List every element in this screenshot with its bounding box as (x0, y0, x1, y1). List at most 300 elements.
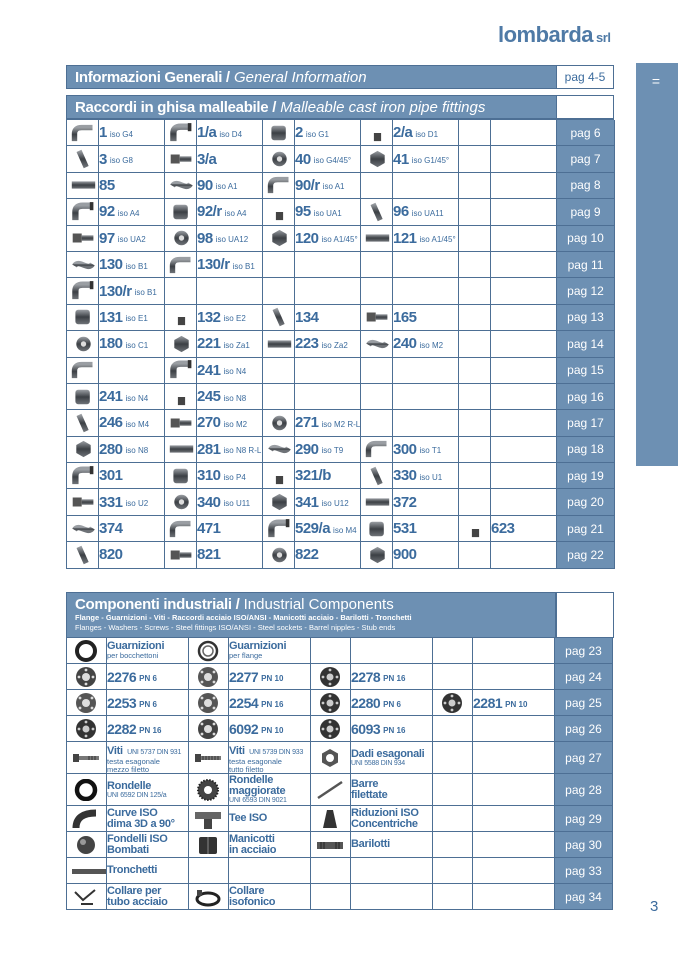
fitting-item[interactable] (197, 226, 263, 252)
fitting-iso: iso T9 (321, 446, 344, 456)
fitting-item[interactable] (491, 516, 557, 542)
side-tab-label: INDICE (648, 470, 663, 518)
offset-bend-icon (364, 334, 391, 354)
empty-cell (459, 331, 491, 357)
cap-fitting-icon (266, 545, 293, 565)
empty-cell (491, 173, 557, 199)
fitting-item[interactable] (197, 463, 263, 489)
empty-cell (361, 358, 393, 384)
label: Dadi esagonali (351, 747, 425, 760)
empty-cell (433, 884, 473, 910)
elbow-fitting-icon (168, 255, 195, 275)
sublabel: testa esagonale (107, 757, 160, 766)
fitting-item[interactable] (295, 173, 361, 199)
empty-cell (311, 858, 351, 884)
bend-fitting-icon (70, 413, 97, 433)
flange-icon (189, 664, 229, 690)
fitting-item[interactable] (393, 516, 459, 542)
fitting-item[interactable] (197, 305, 263, 331)
union-fitting-icon (165, 542, 197, 568)
elbow-fitting-icon (70, 202, 97, 222)
components-header (66, 592, 556, 638)
socket-fitting-icon (165, 199, 197, 225)
page-link[interactable]: pag 12 (557, 278, 615, 304)
fitting-item[interactable] (393, 331, 459, 357)
page-link[interactable]: pag 10 (557, 226, 615, 252)
component-screws-full-thread[interactable] (229, 742, 311, 774)
component-steel-sockets[interactable] (229, 832, 311, 858)
label-line2: Concentriche (351, 817, 418, 830)
component-iso-reducers[interactable] (351, 806, 433, 832)
page-link[interactable]: pag 17 (557, 410, 615, 436)
cap-fitting-icon (263, 410, 295, 436)
elbow-fitting-icon (168, 123, 195, 143)
fitting-item[interactable] (393, 463, 459, 489)
bend-fitting-icon (364, 466, 391, 486)
fitting-code: 821 (197, 546, 221, 564)
component-threaded-bars[interactable] (351, 774, 433, 806)
empty-cell (459, 358, 491, 384)
fitting-code: 471 (197, 520, 221, 538)
isophonic-clamp-icon (189, 884, 229, 910)
fitting-iso: iso Za2 (321, 340, 348, 350)
empty-cell (351, 638, 433, 664)
empty-cell (491, 278, 557, 304)
nipple-fitting-icon (266, 334, 293, 354)
components-subtitle-en: Flanges - Washers - Screws - Steel fittings ISO/ANSI - Steel sockets - Barrel nipples - Stub ends (75, 623, 396, 632)
component-isophonic-clamp[interactable] (229, 884, 311, 910)
empty-cell (473, 774, 555, 806)
fitting-item[interactable] (99, 331, 165, 357)
reducer-icon (311, 806, 351, 832)
page-link[interactable]: pag 33 (555, 858, 613, 884)
general-page-link[interactable]: pag 4-5 (556, 65, 614, 89)
fitting-item[interactable] (393, 226, 459, 252)
fitting-item[interactable] (99, 120, 165, 146)
page-link[interactable]: pag 26 (555, 716, 613, 742)
component-2280[interactable] (351, 690, 433, 716)
fitting-item[interactable] (99, 252, 165, 278)
sublabel: per bocchettoni (107, 651, 159, 661)
fitting-item[interactable] (99, 278, 165, 304)
label: Rondelle (107, 779, 152, 792)
empty-cell (361, 384, 393, 410)
label: Collare (229, 884, 265, 897)
fitting-item[interactable] (393, 305, 459, 331)
fitting-item[interactable] (197, 410, 263, 436)
fitting-code: 245 (197, 388, 221, 406)
nipple-fitting-icon (70, 175, 97, 195)
component-hex-nuts[interactable] (351, 742, 433, 774)
empty-cell (491, 489, 557, 515)
pressure: PN 16 (383, 673, 406, 683)
empty-cell (295, 278, 361, 304)
fitting-iso: iso Za1 (223, 340, 250, 350)
malleable-header-blank (556, 95, 614, 119)
bolt-icon (67, 742, 107, 774)
empty-cell (473, 638, 555, 664)
component-2277[interactable] (229, 664, 311, 690)
socket-fitting-icon (361, 516, 393, 542)
tee-iso-icon (189, 806, 229, 832)
general-title-en: General Information (233, 69, 367, 86)
fitting-item[interactable] (295, 146, 361, 172)
union-fitting-icon (67, 226, 99, 252)
fitting-item[interactable] (197, 331, 263, 357)
empty-cell (459, 384, 491, 410)
fitting-item[interactable] (99, 410, 165, 436)
fitting-code: 246 (99, 414, 123, 432)
page-link[interactable]: pag 23 (555, 638, 613, 664)
component-large-washers[interactable] (229, 774, 311, 806)
fitting-code: 90 (197, 176, 213, 194)
fitting-item[interactable] (99, 516, 165, 542)
fitting-code: 529/a (295, 520, 331, 538)
code: 2276 (107, 668, 137, 685)
cap-fitting-icon (266, 413, 293, 433)
page-number: 3 (650, 898, 659, 915)
tee-fitting-icon (168, 307, 195, 327)
flange-icon (311, 664, 351, 690)
fitting-item[interactable] (295, 120, 361, 146)
component-washers[interactable] (107, 774, 189, 806)
fitting-iso: iso U11 (223, 499, 251, 509)
elbow-fitting-icon (67, 463, 99, 489)
fitting-item[interactable] (99, 384, 165, 410)
fitting-item[interactable] (197, 489, 263, 515)
fitting-code: 130/r (99, 282, 132, 300)
offset-bend-icon (70, 519, 97, 539)
fitting-iso: iso M4 (125, 419, 150, 429)
fitting-iso: iso T1 (419, 446, 442, 456)
page-link[interactable]: pag 14 (557, 331, 615, 357)
fitting-item[interactable] (99, 305, 165, 331)
component-2253[interactable] (107, 690, 189, 716)
hex-plug-icon (364, 149, 391, 169)
elbow-fitting-icon (67, 358, 99, 384)
nipple-fitting-icon (168, 439, 195, 459)
empty-cell (189, 858, 229, 884)
brand-suffix: srl (596, 30, 611, 45)
page-link[interactable]: pag 11 (557, 252, 615, 278)
fitting-code: 132 (197, 308, 221, 326)
page-link[interactable]: pag 7 (557, 146, 615, 172)
fitting-code: 900 (393, 546, 417, 564)
pressure: PN 10 (261, 725, 284, 735)
fitting-item[interactable] (99, 463, 165, 489)
fitting-item[interactable] (295, 331, 361, 357)
pressure: PN 16 (261, 699, 284, 709)
fitting-iso: iso B1 (232, 261, 255, 271)
elbow-fitting-icon (165, 120, 197, 146)
fitting-item[interactable] (197, 542, 263, 568)
fitting-item[interactable] (295, 410, 361, 436)
fitting-item[interactable] (295, 437, 361, 463)
empty-cell (473, 664, 555, 690)
empty-cell (351, 884, 433, 910)
page-link[interactable]: pag 19 (557, 463, 615, 489)
page-link[interactable]: pag 22 (557, 542, 615, 568)
fitting-code: 41 (393, 150, 409, 168)
empty-cell (491, 358, 557, 384)
fitting-item[interactable] (99, 489, 165, 515)
fitting-code: 3/a (197, 150, 217, 168)
fitting-code: 374 (99, 520, 123, 538)
malleable-title-en: Malleable cast iron pipe fittings (280, 99, 486, 116)
bend-fitting-icon (364, 202, 391, 222)
fitting-item[interactable] (99, 437, 165, 463)
component-6092[interactable] (229, 716, 311, 742)
elbow-fitting-icon (361, 437, 393, 463)
component-2282[interactable] (107, 716, 189, 742)
fitting-code: 340 (197, 493, 221, 511)
fitting-code: 96 (393, 203, 409, 221)
page-link[interactable]: pag 28 (555, 774, 613, 806)
empty-cell (433, 716, 473, 742)
hex-plug-icon (364, 545, 391, 565)
components-subtitle-it: Flange - Guarnizioni - Viti - Raccordi acciaio ISO/ANSI - Manicotti acciaio - Barilotti - Tronchetti (75, 613, 412, 622)
union-fitting-icon (67, 489, 99, 515)
fitting-item[interactable] (393, 489, 459, 515)
hex-plug-icon (266, 492, 293, 512)
brand-name: lombarda (498, 22, 594, 47)
flange-icon (67, 664, 107, 690)
page-link[interactable]: pag 15 (557, 358, 615, 384)
empty-cell (459, 252, 491, 278)
fitting-item[interactable] (393, 437, 459, 463)
fitting-code: 1/a (197, 124, 217, 142)
fitting-item[interactable] (295, 226, 361, 252)
fitting-code: 372 (393, 493, 417, 511)
component-screws-half-thread[interactable] (107, 742, 189, 774)
fitting-item[interactable] (295, 516, 361, 542)
tee-fitting-icon (165, 384, 197, 410)
fitting-iso: iso M2 (223, 419, 248, 429)
fitting-iso: iso D1 (415, 129, 439, 139)
fitting-code: 290 (295, 440, 319, 458)
offset-bend-icon (168, 175, 195, 195)
fitting-code: 321/b (295, 467, 331, 485)
washer-icon (67, 774, 107, 806)
fitting-item[interactable] (197, 146, 263, 172)
component-iso-tee[interactable] (229, 806, 311, 832)
elbow-fitting-icon (165, 252, 197, 278)
fitting-item[interactable] (393, 199, 459, 225)
fitting-iso: iso B1 (134, 288, 157, 298)
code: 6092 (229, 720, 259, 737)
page-link[interactable]: pag 25 (555, 690, 613, 716)
nipple-fitting-icon (165, 437, 197, 463)
empty-cell (491, 331, 557, 357)
fitting-item[interactable] (99, 542, 165, 568)
nipple-fitting-icon (364, 492, 391, 512)
component-gasket-union[interactable] (107, 638, 189, 664)
union-fitting-icon (70, 228, 97, 248)
elbow-fitting-icon (266, 519, 293, 539)
component-pipe-clamp[interactable] (107, 884, 189, 910)
pressure: PN 6 (139, 699, 157, 709)
cap-fitting-icon (168, 228, 195, 248)
component-iso-caps[interactable] (107, 832, 189, 858)
pressure: PN 10 (505, 699, 528, 709)
empty-cell (459, 463, 491, 489)
page-link[interactable]: pag 29 (555, 806, 613, 832)
fitting-code: 240 (393, 335, 417, 353)
component-2276[interactable] (107, 664, 189, 690)
standard: UNI 5739 DIN 933 (249, 749, 304, 756)
elbow-fitting-icon (168, 519, 195, 539)
empty-cell (165, 278, 197, 304)
fitting-item[interactable] (295, 489, 361, 515)
empty-cell (393, 173, 459, 199)
empty-cell (459, 146, 491, 172)
pressure: PN 16 (383, 725, 406, 735)
sublabel: testa esagonale (229, 757, 282, 766)
fitting-code: 820 (99, 546, 123, 564)
fitting-item[interactable] (99, 358, 165, 384)
flange-icon (67, 716, 107, 742)
hex-plug-icon (361, 542, 393, 568)
menu-icon[interactable]: = (651, 73, 661, 89)
bend-fitting-icon (70, 149, 97, 169)
fitting-item[interactable] (197, 252, 263, 278)
malleable-fittings-table (66, 119, 614, 569)
page-link[interactable]: pag 20 (557, 489, 615, 515)
fitting-item[interactable] (197, 516, 263, 542)
fitting-iso: iso A4 (224, 208, 247, 218)
socket-fitting-icon (70, 307, 97, 327)
page-link[interactable]: pag 30 (555, 832, 613, 858)
standard: UNI 6593 DIN 9021 (229, 797, 287, 804)
empty-cell (491, 199, 557, 225)
empty-cell (459, 410, 491, 436)
elbow-iso-icon (67, 806, 107, 832)
page-link[interactable]: pag 24 (555, 664, 613, 690)
standard: UNI 6592 DIN 125/a (107, 791, 167, 799)
empty-cell (263, 384, 295, 410)
label: Manicotti (229, 832, 275, 845)
page-link[interactable]: pag 21 (557, 516, 615, 542)
fitting-item[interactable] (197, 384, 263, 410)
malleable-header (66, 95, 557, 119)
fitting-item[interactable] (197, 120, 263, 146)
component-2278[interactable] (351, 664, 433, 690)
component-2254[interactable] (229, 690, 311, 716)
fitting-iso: iso A1 (215, 182, 238, 192)
component-6093[interactable] (351, 716, 433, 742)
component-stub-ends[interactable] (107, 858, 189, 884)
bend-fitting-icon (263, 305, 295, 331)
fitting-code: 221 (197, 335, 221, 353)
page-link[interactable]: pag 18 (557, 437, 615, 463)
fitting-iso: iso M4 (333, 525, 357, 535)
label-line2: dima 3D a 90° (107, 817, 175, 830)
fitting-code: 531 (393, 520, 417, 538)
tee-fitting-icon (263, 199, 295, 225)
empty-cell (459, 173, 491, 199)
page-link[interactable]: pag 6 (557, 120, 615, 146)
bend-fitting-icon (266, 307, 293, 327)
label: Viti (107, 745, 123, 757)
fitting-item[interactable] (295, 463, 361, 489)
gasket-flange-icon (189, 638, 229, 664)
fitting-code: 2 (295, 124, 303, 142)
fitting-iso: iso C1 (125, 340, 149, 350)
empty-cell (263, 252, 295, 278)
fitting-iso: iso U2 (125, 499, 149, 509)
page-link[interactable]: pag 16 (557, 384, 615, 410)
tee-fitting-icon (364, 123, 391, 143)
general-info-header[interactable] (66, 65, 557, 89)
empty-cell (263, 358, 295, 384)
nipple-fitting-icon (364, 228, 391, 248)
cap-fitting-icon (168, 492, 195, 512)
page-link[interactable]: pag 13 (557, 305, 615, 331)
label: Riduzioni ISO (351, 806, 419, 819)
fitting-item[interactable] (295, 542, 361, 568)
union-fitting-icon (364, 307, 391, 327)
tee-fitting-icon (266, 466, 293, 486)
component-2281[interactable] (473, 690, 555, 716)
fitting-code: 97 (99, 229, 115, 247)
fitting-code: 90/r (295, 176, 320, 194)
hex-nut-icon (311, 742, 351, 774)
empty-cell (459, 226, 491, 252)
component-gasket-flange[interactable] (229, 638, 311, 664)
tee-fitting-icon (361, 120, 393, 146)
fitting-item[interactable] (197, 199, 263, 225)
socket-fitting-icon (67, 305, 99, 331)
empty-cell (473, 858, 555, 884)
fitting-iso: iso A1/45° (419, 235, 456, 245)
code: 2281 (473, 694, 503, 711)
fitting-code: 822 (295, 546, 319, 564)
fitting-item[interactable] (99, 226, 165, 252)
fitting-code: 241 (99, 388, 123, 406)
page-link[interactable]: pag 27 (555, 742, 613, 774)
union-fitting-icon (168, 545, 195, 565)
fitting-item[interactable] (295, 305, 361, 331)
fitting-item[interactable] (197, 358, 263, 384)
component-iso-elbows[interactable] (107, 806, 189, 832)
fitting-item[interactable] (197, 437, 263, 463)
fitting-item[interactable] (197, 173, 263, 199)
fitting-item[interactable] (393, 542, 459, 568)
union-fitting-icon (70, 492, 97, 512)
fitting-iso: iso UA11 (411, 208, 444, 218)
general-title-it: Informazioni Generali / (75, 69, 230, 86)
empty-cell (295, 358, 361, 384)
fitting-item[interactable] (393, 146, 459, 172)
fitting-iso: iso M2 (419, 340, 444, 350)
fitting-item[interactable] (393, 120, 459, 146)
side-index-tab[interactable] (636, 63, 678, 518)
fitting-item[interactable] (295, 199, 361, 225)
empty-cell (393, 358, 459, 384)
empty-cell (197, 278, 263, 304)
fitting-code: 223 (295, 335, 319, 353)
fitting-item[interactable] (99, 146, 165, 172)
page-link[interactable]: pag 9 (557, 199, 615, 225)
fitting-item[interactable] (99, 173, 165, 199)
fitting-item[interactable] (99, 199, 165, 225)
fitting-iso: iso UA2 (117, 235, 146, 245)
cap-icon (67, 832, 107, 858)
cap-fitting-icon (263, 146, 295, 172)
page-link[interactable]: pag 8 (557, 173, 615, 199)
component-barrel-nipples[interactable] (351, 832, 433, 858)
page-link[interactable]: pag 34 (555, 884, 613, 910)
